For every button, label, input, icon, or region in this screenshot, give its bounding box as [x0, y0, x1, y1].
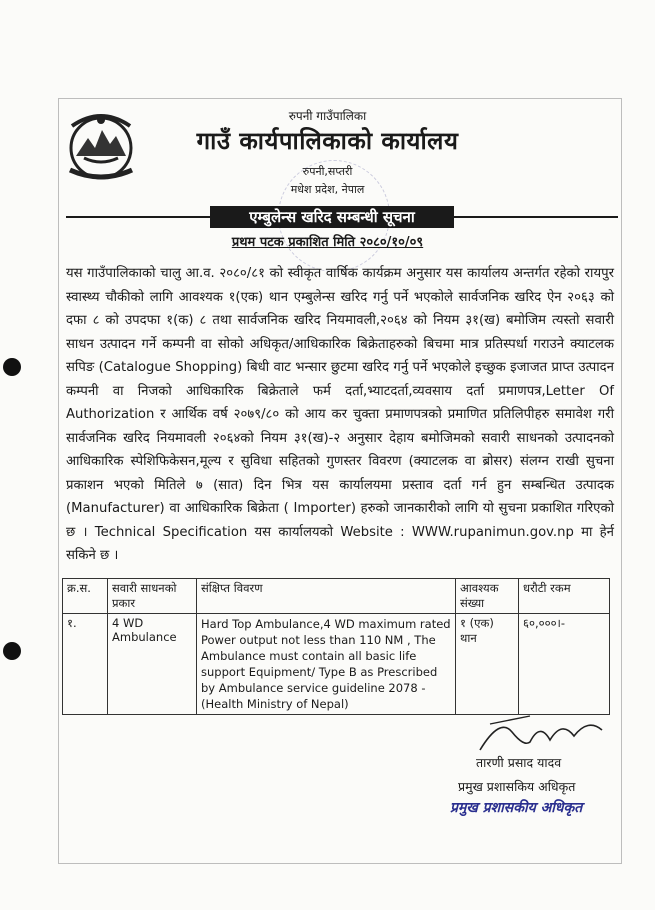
notice-body: यस गाउँपालिकाको चालु आ.व. २०८०/८१ को स्वीकृत वार्षिक कार्यक्रम अनुसार यस कार्यालय अन्तर्गत रहेको रायपुर स्वास्थ्य चौकीको लागि आवश्यक १(एक) थान एम्बुलेन्स खरिद गर्नु पर्ने भएकोले सार्वजनिक खरिद ऐन २०६३ को दफा ८ को उपदफा १(क) ८ तथा सार्वजनिक खरिद नियमावली,२०६४ को नियम ३१(ख) बमोजिम त्यस्तो सवारी साधन उत्पादन गर्ने कम्पनी वा सोको अधिकृत/आधिकारिक बिक्रेताहरुको बिचमा मात्र प्रतिस्पर्धा गराउने क्याटलक सपिङ (Catalogue Shopping) बिधी वाट भन्सार छुटमा खरिद गर्नु पर्ने भएकोले इच्छुक इजाजत प्राप्त उत्पादन कम्पनी वा निजको आधिकारिक बिक्रेताले फर्म दर्ता,भ्याटदर्ता,व्यवसाय दर्ता प्रमाणपत्र,Letter Of Authorization र आर्थिक वर्ष २०७९/८० को आय कर चुक्ता प्रमाणपत्रको प्रमाणित प्रतिलिपीहरु समावेश गरी सार्वजनिक खरिद नियमावली २०६४को नियम ३१(ख)-२ अनुसार देहाय बमोजिमको सवारी साधनको उत्पादनको आधिकारिक स्पेशिफिकेसन,मूल्य र सुविधा सहितको गुणस्तर विवरण (क्याटलक वा ब्रोसर) संलग्न राखी सुचना प्रकाशन भएको मितिले ७ (सात) दिन भित्र यस कार्यालयमा प्रस्ताव दर्ता गर्न हुन सम्बन्धित उत्पादक (Manufacturer) वा आधिकारिक बिक्रेता ( Importer) हरुको जानकारीको लागि यो सुचना प्रकाशित गरिएको छ । Technical Specification यस कार्यालयको Website : WWW.rupanimun.gov.np मा हेर्न सकिने छ ।: [66, 266, 614, 563]
cell-sn: १.: [63, 614, 108, 715]
signature-icon: [470, 712, 610, 758]
col-header-deposit: धरौटी रकम: [519, 579, 610, 614]
location-line2: मधेश प्रदेश, नेपाल: [290, 183, 365, 196]
publish-date: प्रथम पटक प्रकाशित मिति २०८०/१०/०९: [231, 235, 424, 250]
municipality-name: रुपनी गाउँपालिका: [288, 109, 367, 123]
punch-hole: [3, 358, 21, 376]
office-title: गाउँ कार्यपालिकाको कार्यालय: [196, 127, 459, 155]
cell-deposit: ६०,०००।-: [519, 614, 610, 715]
col-header-description: संक्षिप्त विवरण: [197, 579, 456, 614]
cell-qty: १ (एक) थान: [456, 614, 519, 715]
table-header-row: [63, 579, 610, 614]
col-header-sn: क्र.स.: [63, 579, 108, 614]
table-row: [63, 614, 610, 715]
signatory-title: प्रमुख प्रशासकिय अधिकृत: [458, 779, 576, 794]
punch-hole: [3, 642, 21, 660]
cell-vehicle: 4 WD Ambulance: [108, 614, 197, 715]
items-table: [62, 578, 610, 715]
designation-stamp: प्रमुख प्रशासकीय अधिकृत: [450, 800, 583, 816]
cell-description: Hard Top Ambulance,4 WD maximum rated Power output not less than 110 NM , The Ambulance must contain all basic life support Equipment/ Type B as Prescribed by Ambulance service guideline 2078 - (Health Ministry of Nepal): [197, 614, 456, 715]
notice-title: एम्बुलेन्स खरिद सम्बन्धी सूचना: [210, 206, 454, 228]
location-line1: रुपनी,सप्तरी: [302, 165, 353, 178]
signatory-name: तारणी प्रसाद यादव: [476, 755, 562, 770]
col-header-vehicle: सवारी साधनको प्रकार: [108, 579, 197, 614]
col-header-qty: आवश्यक संख्या: [456, 579, 519, 614]
